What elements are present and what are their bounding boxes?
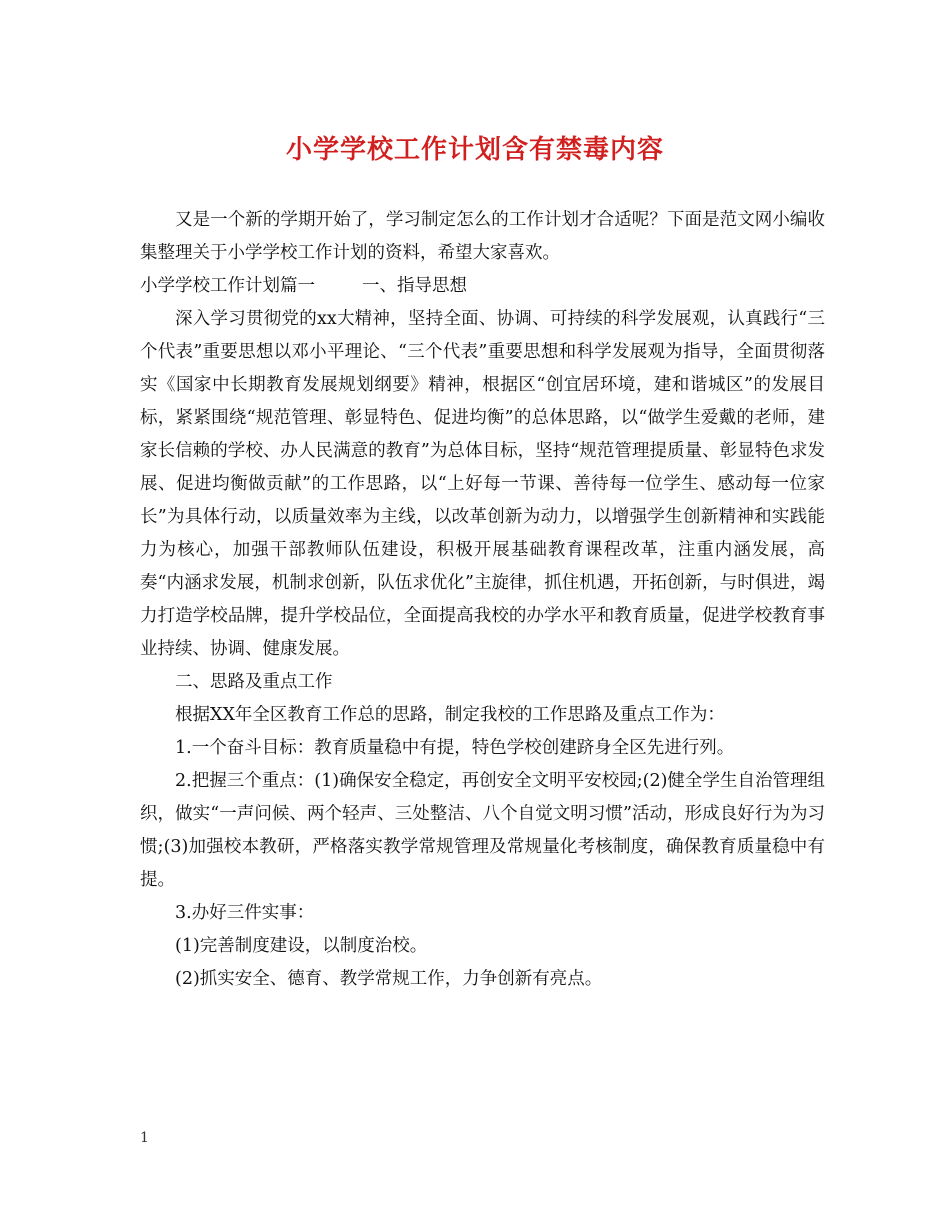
sub-item-safety-moral-teaching: (2)抓实安全、德育、教学常规工作，力争创新有亮点。: [175, 969, 603, 989]
page-title: 小学学校工作计划含有禁毒内容: [285, 135, 664, 165]
list-item-practical-matters: 3.办好三件实事：: [175, 903, 315, 923]
section-heading-key-work: 二、思路及重点工作: [175, 672, 333, 692]
document-body: [140, 204, 825, 996]
intro-paragraph: 又是一个新的学期开始了，学习制定怎么的工作计划才合适呢？下面是范文网小编收集整理关于小学学校工作计划的资料，希望大家喜欢。: [140, 210, 825, 263]
list-item-goal: 1.一个奋斗目标：教育质量稳中有提，特色学校创建跻身全区先进行列。: [175, 738, 735, 758]
list-item-key-points: 2.把握三个重点：(1)确保安全稳定，再创安全文明平安校园;(2)健全学生自治管理组织，做实“一声问候、两个轻声、三处整洁、八个自觉文明习惯”活动，形成良好行为为习惯;(3)加强校本教研，严格落实教学常规管理及常规量化考核制度，确保教育质量稳中有提。: [140, 771, 825, 890]
section-label: 小学学校工作计划篇一: [140, 276, 315, 296]
section-heading-line: [140, 270, 825, 303]
sub-item-system-building: (1)完善制度建设，以制度治校。: [175, 936, 428, 956]
section-heading-guiding-thought: 一、指导思想: [362, 276, 467, 296]
page-number: 1: [140, 1130, 149, 1146]
paragraph-key-work-intro: 根据XX年全区教育工作总的思路，制定我校的工作思路及重点工作为：: [175, 705, 725, 725]
paragraph-guiding-thought: 深入学习贯彻党的xx大精神，坚持全面、协调、可持续的科学发展观，认真践行“三个代表”重要思想以邓小平理论、“三个代表”重要思想和科学发展观为指导，全面贯彻落实《国家中长期教育发展规划纲要》精神，根据区“创宜居环境，建和谐城区”的发展目标，紧紧围绕“规范管理、彰显特色、促进均衡”的总体思路，以“做学生爱戴的老师，建家长信赖的学校、办人民满意的教育”为总体目标，坚持“规范管理提质量、彰显特色求发展、促进均衡做贡献”的工作思路，以“上好每一节课、善待每一位学生、感动每一位家长”为具体行动，以质量效率为主线，以改革创新为动力，以增强学生创新精神和实践能力为核心，加强干部教师队伍建设，积极开展基础教育课程改革，注重内涵发展，高奏“内涵求发展，机制求创新，队伍求优化”主旋律，抓住机遇，开拓创新，与时俱进，竭力打造学校品牌，提升学校品位，全面提高我校的办学水平和教育质量，促进学校教育事业持续、协调、健康发展。: [140, 309, 825, 659]
